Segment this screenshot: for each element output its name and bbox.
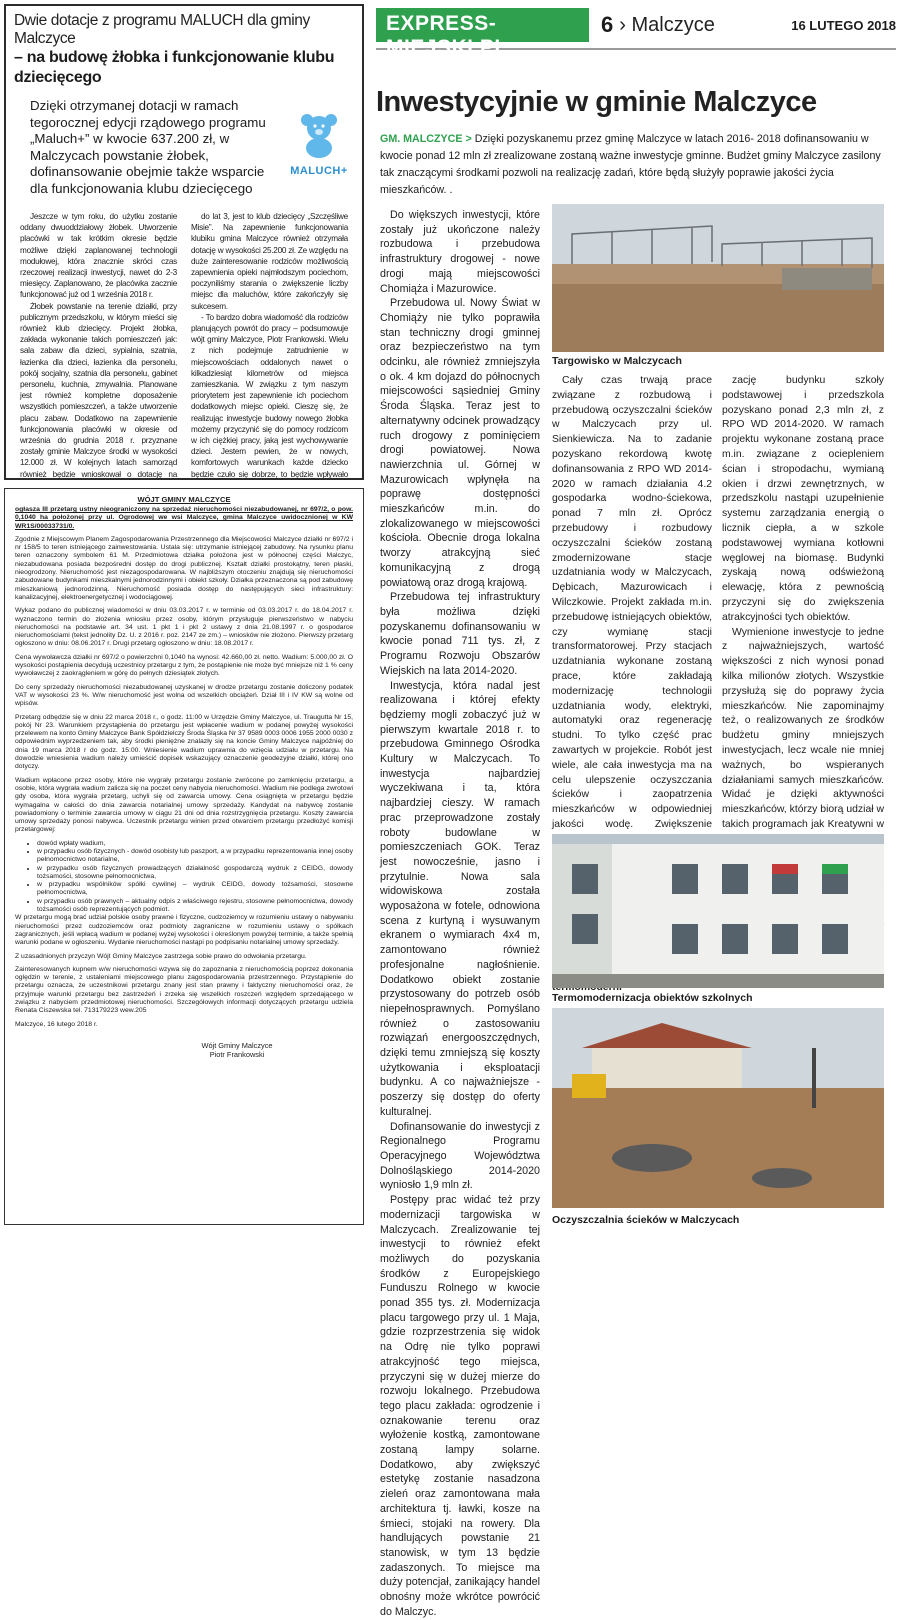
- notice-paragraph: W przetargu mogą brać udział polskie osoby prawne i fizyczne, cudzoziemcy w rozumieniu ustawy o nabywaniu nieruchomości przez cudzoziemców oraz podmioty zagraniczne w rozumieniu ustawy o spółkach zagranicznych, jeśli wpłacą wadium w podanej wyżej wysokości i określonym powyżej terminie, a także spełnią warunki podane w ogłoszeniu. Wydanie nieruchomości nastąpi po podpisaniu notarialnej umowy sprzedaży.: [15, 914, 353, 947]
- masthead: [376, 8, 896, 59]
- maluch-col-2: [191, 211, 348, 480]
- page-title: Inwestycyjnie w gminie Malczyce: [376, 86, 817, 118]
- notice-paragraph: Cena wywoławcza działki nr 697/2 o powierzchni 0,1040 ha wynosi: 42.660,00 zł. netto. Wadium: 5.000,00 zł. O wysokości postąpienia decydują uczestnicy przetargu z tym, że postąpienie nie może być mniejsze niż 1 % ceny wywoławczej z zaokrągleniem w górę do pełnych dziesiątek złotych.: [15, 653, 353, 678]
- left-column: [4, 4, 364, 1229]
- signature-title: Wójt Gminy Malczyce: [201, 1040, 273, 1050]
- maluch-subtitle: – na budowę żłobka i funkcjonowanie klubu dziecięcego: [14, 49, 335, 86]
- maluch-title: Dwie dotacje z programu MALUCH dla gminy Malczyce: [14, 12, 310, 47]
- paragraph: - To bardzo dobra wiadomość dla rodziców planujących powrót do pracy – podsumowuje wójt gminy Malczyce, Piotr Frankowski. Wielu z nich podejmuje zatrudnienie w miejscowościach oddalonych nawet o kilkadziesiąt kilometrów od miejsca zamieszkania. W związku z tym naszym priorytetem jest zapewnienie ich pociechom dodatkowych miejsc opieki. Cieszę się, że realizując inwestycje budowy nowego żłobka możemy przyczynić się do pomocy rodzicom w ich ciężkiej pracy, jaką jest wychowywanie dzieci. Jestem pewien, że w nowych, komfortowych warunkach każde dziecko będzie czuło się dobrze, to będzie wpływało: [191, 312, 348, 479]
- requirements-list: [37, 840, 353, 915]
- notice-paragraph: Z uzasadnionych przyczyn Wójt Gminy Malczyce zastrzega sobie prawo do odwołania przetargu.: [15, 952, 307, 960]
- paragraph: do lat 3, jest to klub dziecięcy „Szczęśliwe Misie”. Na zapewnienie funkcjonowania klubiku gmina Malczyce również otrzymała dotację w wysokości 25.200 zł. Ze względu na duże zainteresowanie rodziców możliwością zapewnienia opieki najmłodszym pociechom, poczyniliśmy starania o zwiększenie liczby miejsc dla maluchów, które zakończyły się sukcesem.: [191, 212, 348, 311]
- paragraph: zację budynku szkoły podstawowej i przedszkola pozyskano ponad 2,3 mln zł, z RPO WD 2014-2020. W ramach projektu wykonane zostaną prace m.in. związane z ociepleniem ścian i stropodachu, wymianą okien i drzwi zewnętrznych, w przedszkolu nastąpi uzupełnienie systemu zarządzania energią o licznik ciepła, a w szkole podstawowej wymiana kotłowni węglowej na biomasę. Budynki zyskają nową odświeżoną elewację, która z pewnością przyczyni się do zwiększenia atrakcyjności tych obiektów.: [722, 375, 884, 623]
- paragraph: Jeszcze w tym roku, do użytku zostanie oddany dwuoddziałowy żłobek. Utworzenie placówki w tak krótkim okresie będzie możliwe dzięki zaplanowanej technologii modułowej, która znacznie skróci czas rzeczowej realizacji inwestycji, nawet do 2-3 miesięcy. Zaplanowano, że placówka zacznie funkcjonować już od 1 września 2018 r.: [20, 212, 177, 300]
- paragraph: Wymienione inwestycje to jedne z najważniejszych, wartość większości z nich wynosi ponad kilka milionów złotych. Wszystkie przysłużą się do poprawy życia mieszkańców. Nie zapominajmy też, o realizowanych ze środków budżetu gminy mniejszych inwestycjach, lecz wcale nie mniej ważnych, bo wspieranych działaniami samych mieszkańców. Widać je dzięki aktywności mieszkańców, którzy biorą udział w takich programach jak Kreatywni w: [722, 626, 884, 830]
- paragraph: Do większych inwestycji, które zostały już ukończone należy rozbudowa i przebudowa infrastruktury drogowej - nowe drogi mają miejscowości Chomiąża i Mazurowice.: [380, 209, 540, 295]
- paragraph: Inwestycja, która nadal jest realizowana i której efekty będziemy mogli zobaczyć już w pierwszym kwartale 2018 r. to przebudowa Gminnego Ośrodka Kultury w Malczycach. To inwestycja najbardziej wyczekiwana i ta, która najbardziej cieszy. W ramach prac przeprowadzone zostały roboty budowlane w pomieszczeniach GOK. Teraz jest nowocześnie, jasno i przytulnie. Nowa sala widowiskowa została wyposażona w fotele, odnowiona scena z kurtyną i wysuwanym ekranem o wymiarach 4x4 m, zamontowano również profesjonalne nagłośnienie. Dodatkowo obiekt zostanie przystosowany do potrzeb osób niepełnosprawnych. Pomyślano również o zastosowaniu rozwiązań energooszczędnych, dzięki temu zmniejszą się koszty użytkowania i eksploatacji budynku. A co najważniejsze - poszerzy się dostęp do oferty kulturalnej.: [380, 679, 540, 1118]
- maluch-logo-text: MALUCH+: [290, 165, 348, 177]
- article-lede: [376, 131, 896, 199]
- brand-logo: EXPRESS-MIEJSKI.PL: [376, 8, 589, 42]
- notice-paragraph: Zainteresowanych kupnem w/w nieruchomości wzywa się do zapoznania z nieruchomością poprzez dokonania oględzin w terenie, z ustaleniami miejscowego planu zagospodarowania przestrzennego. Przystąpienie do przetargu oznacza, że uczestnikowi przetargu znany jest stan prawny i faktyczny nieruchomości oraz, że przyjmuje warunki przetargu bez zastrzeżeń i zrzeka się wszelkich roszczeń względem sprzedającego w związku z nabyciem przedmiotowej nieruchomości. Szczegółowych informacji dotyczących przetargu udziela Renata Ciszewska tel. 713179223 wew.205: [15, 965, 353, 1015]
- list-item: • w przypadku wspólników spółki cywilnej – wydruk CEIDG, dowody tożsamości, stosowne pełnomocnictwa,: [37, 881, 353, 898]
- notice-paragraph: Przetarg odbędzie się w dniu 22 marca 2018 r., o godz. 11:00 w Urzędzie Gminy Malczyce, ul. Traugutta Nr 15, pokój Nr 23. Warunkiem przystąpienia do przetargu jest wpłacenie wadium w podanej powyżej wysokości przelewem na konto Gminy Malczyce Bank Spółdzielczy Środa Śląska Nr 37 9589 0003 0006 1955 2000 0030 z odpowiednim wyprzedzeniem tak, aby środki pieniężne znalazły się na koncie Gminy Malczyce najpóźniej do dnia 19 marca 2018 r do godz. 15:00. Wniesienie wadium uprawnia do wzięcia udziału w przetargu. Na dowodzie wniesienia wadium należy umieścić dopisek wskazujący oznaczenie geodezyjne działki, której ono dotyczy.: [15, 713, 353, 771]
- notice-header: WÓJT GMINY MALCZYCE: [137, 495, 231, 504]
- photo-caption: Termomodernizacja obiektów szkolnych: [552, 992, 753, 1004]
- paragraph: Postępy prac widać też przy modernizacji targowiska w Malczycach. Zrealizowanie tej inwestycji to również efekt możliwych do pozyskania środków z Europejskiego Funduszu Rolnego w kwocie ponad 355 tys. zł. Modernizacja placu targowego przy ul. 1 Maja, gdzie rozprzestrzenia się widok na Odrę nie tylko poprawi atrakcyjność tego miejsca, przyczyni się w dużej mierze do rozwoju lokalnego. Przebudowa tego placu zakłada: ogrodzenie i oznakowanie terenu oraz wyłożenie kostką, zamontowane zostaną lampy solarne. Dodatkowo, aby zwiększyć estetykę zostanie nasadzona zieleń oraz zamontowana mała architektura tj. ławki, kosze na śmieci, stojaki na rowery. Dla handlujących powstanie 21 stanowisk, w tym 13 będzie zadaszonych. To miejsce ma duży potencjał, zanikający handel obnośny może wkrótce powrócić do Malczyc.: [380, 1194, 540, 1618]
- list-item: • w przypadku osób prawnych – aktualny odpis z właściwego rejestru, stosowne pełnomocnictwa, dowody tożsamości osób reprezentujących podmiot.: [37, 898, 353, 915]
- page-number: 6: [601, 12, 614, 37]
- list-item: • w przypadku osób fizycznych prowadzących działalność gospodarczą wydruk z CEIDG, dowody tożsamości, stosowne pełnomocnictwa,: [37, 865, 353, 882]
- issue-date: 16 LUTEGO 2018: [791, 17, 896, 33]
- tender-notice: [4, 488, 364, 1225]
- photo-caption: Oczyszczalnia ścieków w Malczycach: [552, 1214, 740, 1226]
- school-photo: [552, 834, 884, 988]
- lede-text: Dzięki pozyskanemu przez gminę Malczyce w latach 2016- 2018 dofinansowaniu w kwocie ponad 12 mln zł zrealizowane zostaną ważne inwestycje gminne. Budżet gminy Malczyce zasilony tak znaczącymi środkami pozwoli na realizację zadań, które będą służyły poprawie jakości życia mieszkańców. .: [380, 133, 881, 196]
- notice-date: Malczyce, 16 lutego 2018 r.: [15, 1020, 98, 1028]
- notice-paragraph: Wykaz podano do publicznej wiadomości w dniu 03.03.2017 r. w terminie od 03.03.2017 r. do 18.04.2017 r. wyznaczono termin do złożenia wniosku przez osoby, którym przysługuje pierwszeństwo w nabyciu nieruchomości na podstawie art. 34 ust. 1 pkt 1 i pkt 2 ustawy z dnia 21.08.1997 r. o gospodarce nieruchomościami (tekst jednolity Dz. U. z 2016 r. poz. 2147 ze zm.) – wniosków nie złożono. Pierwszy przetarg ogłoszono w dniu: 08.06.2017 r. Drugi przetarg ogłoszono w dniu: 18.08.2017 r.: [15, 607, 353, 648]
- market-photo: [552, 204, 884, 352]
- main-article-page: [376, 8, 896, 1618]
- paragraph: Dofinansowanie do inwestycji z Regionalnego Programu Operacyjnego Województwa Dolnośląskiego 2014-2020 wyniosło 1,9 mln zł.: [380, 1120, 540, 1192]
- location-tag: GM. MALCZYCE >: [380, 133, 472, 145]
- signature-name: Piotr Frankowski: [209, 1049, 265, 1059]
- maluch-logo: [284, 98, 354, 197]
- paragraph: Żłobek powstanie na terenie działki, przy publicznym przedszkolu, w którym mieści się również klub dziecięcy. Projekt żłobka, zakłada wykonanie takich pomieszczeń jak: sala zabaw dla dzieci, sypialnia, szatnia, łazienka dla dzieci, łazienka dla personelu, pokój socjalny, szatnia dla personelu, gabinet personelu, kuchnia, zmywalnia. Planowane jest również kompletne doposażenie wszystkich pomieszczeń, a także utworzenie placu zabaw. Dodatkowo na zapewnienie funkcjonowania placówki w okresie od września do grudnia 2018 r. przyznane zostały gminie Malczyce środki w wysokości 12.000 zł. W kolejnych latach samorząd również będzie wnioskował o dotację na: [20, 301, 177, 479]
- maluch-article: [4, 4, 364, 480]
- notice-paragraph: Do ceny sprzedaży nieruchomości niezabudowanej uzyskanej w drodze przetargu zostanie doliczony podatek VAT w wysokości 23 %. W/w nieruchomość jest wolna od wszelkich obciążeń. Dział III i IV KW są wolne od wpisów.: [15, 683, 353, 708]
- teddy-bear-icon: [295, 110, 343, 158]
- article-col-1: [380, 208, 540, 1620]
- notice-signature: [15, 1041, 353, 1059]
- sewage-plant-photo: [552, 1008, 884, 1208]
- photo-caption: Targowisko w Malczycach: [552, 355, 682, 367]
- notice-paragraph: Wadium wpłacone przez osoby, które nie wygrały przetargu zostanie zwrócone po zamknięciu przetargu, a osobie, która wygrała wadium zalicza się na poczet ceny nabycia nieruchomości. Wadium nie podlega zwrotowi gdy osoba, która wygrała przetarg, uchyli się od zawarcia umowy. Cena osiągnięta w przetargu będzie wymagalna w całości do dnia zawarcia notarialnej umowy sprzedaży. Kandydat na nabywcę zostanie powiadomiony o terminie zawarcia umowy w ciągu 21 dni od dnia rozstrzygnięcia przetargu. Koszty zawarcia umowy sprzedaży ponosi nabywca. Uczestnik przetargu winien przed otwarciem przetargu przedłożyć komisji przetargowej:: [15, 776, 353, 834]
- list-item: • dowód wpłaty wadium,: [37, 840, 353, 848]
- notice-paragraph: Zgodnie z Miejscowym Planem Zagospodarowania Przestrzennego dla Miejscowości Malczyce działki nr 697/2 i nr 158/5 to teren istniejącego zainwestowania. Ustala się: utrzymanie istniejącej zabudowy. Na rysunku planu teren oznaczony symbolem 61 M. Przedmiotowa działka położona jest w północnej części Malczyc, niezabudowana posiada bezpośredni dostęp do drogi publicznej. Kształt działki prostokątny, teren płaski, nieogrodzony. Nieruchomość jest niezagospodarowana. W najbliższym otoczeniu znajdują się nieruchomości zabudowane budynkami mieszkalnymi jednorodzinnymi i obiekt szkoły. Działka przeznaczona są pod zabudowę mieszkaniową jednorodzinną. Nieruchomość posiada dostęp do następujących sieci infrastruktury: kanalizacyjnej, elektroenergetycznej i wodociągowej.: [15, 535, 353, 601]
- paragraph: Przebudowa ul. Nowy Świat w Chomiąży nie tylko poprawiła stan techniczny drogi gminnej oraz bezpieczeństwo na tym odcinku, ale również zmniejszyła o ok. 4 km dojazd do północnych miejscowości sąsiedniej Gminy Środa Śląska. Teraz jest to alternatywny odcinek prowadzący ruch drogowy z pominięciem drogi powiatowej. Nowa nawierzchnia ul. Górnej w Mazurowicach wpłynęła na poprawę dostępności mieszkańców m.in. do zlokalizowanego w miejscowości kościoła. Obecnie droga lokalna tworzy atrakcyjną sieć komunikacyjną z drogą powiatową oraz drogą krajową.: [380, 297, 540, 589]
- notice-intro: ogłasza III przetarg ustny nieograniczony na sprzedaż nieruchomości niezabudowanej, nr 697/2, o pow. 0,1040 ha położonej przy ul. Ogrodowej we wsi Malczyce, gmina Malczyce uwidocznionej w KW WR1S/00033731/0.: [15, 506, 353, 530]
- maluch-col-1: [20, 211, 177, 480]
- paragraph: Cały czas trwają prace związane z rozbudową i przebudową oczyszczalni ścieków w Malczycach przy ul. Sienkiewicza. Na to zadanie pozyskano rekordową kwotę dofinansowania z RPO WD 2014-2020 w ramach działania 4.2 gospodarka wodno-ściekowa, ponad 7 mln zł. Oprócz przebudowy i rozbudowy oczyszczalni ścieków zostaną zmodernizowane stacje uzdatniania wody w Malczycach, Dębicach, Mazurowicach i Wilczkowie. Projekt zakłada m.in. przebudowę istniejących obiektów, czy wymianę stacji transformatorowej. Przy stacjach uzdatniania wykonane zostaną prace, które zakładają modernizację technologii uzdatniania wody, elektryki, automatyki oraz regenerację studni. To tylko część prac zawartych w projekcie. Robót jest wiele, ale cała inwestycja ma na celu ulepszenie oczyszczania ścieków i zaopatrzenia mieszkańców w odpowiedniej jakości wodę. Zwiększenie: [552, 375, 712, 830]
- maluch-lead: Dzięki otrzymanej dotacji w ramach tegorocznej edycji rządowego programu „Maluch+” w kwocie 637.200 zł, w Malczycach powstanie żłobek, dofinansowanie obejmie także wsparcie dla funkcjonowania klubu dziecięcego: [30, 98, 266, 196]
- paragraph: Przebudowa tej infrastruktury była możliwa dzięki pozyskanemu dofinansowaniu w kwocie ponad 711 tys. zł, z Programu Rozwoju Obszarów Wiejskich na lata 2014-2020.: [380, 591, 540, 677]
- list-item: • w przypadku osób fizycznych - dowód osobisty lub paszport, a w przypadku reprezentowania innej osoby pełnomocnictwo notarialne,: [37, 848, 353, 865]
- section-name: › Malczyce: [619, 13, 715, 36]
